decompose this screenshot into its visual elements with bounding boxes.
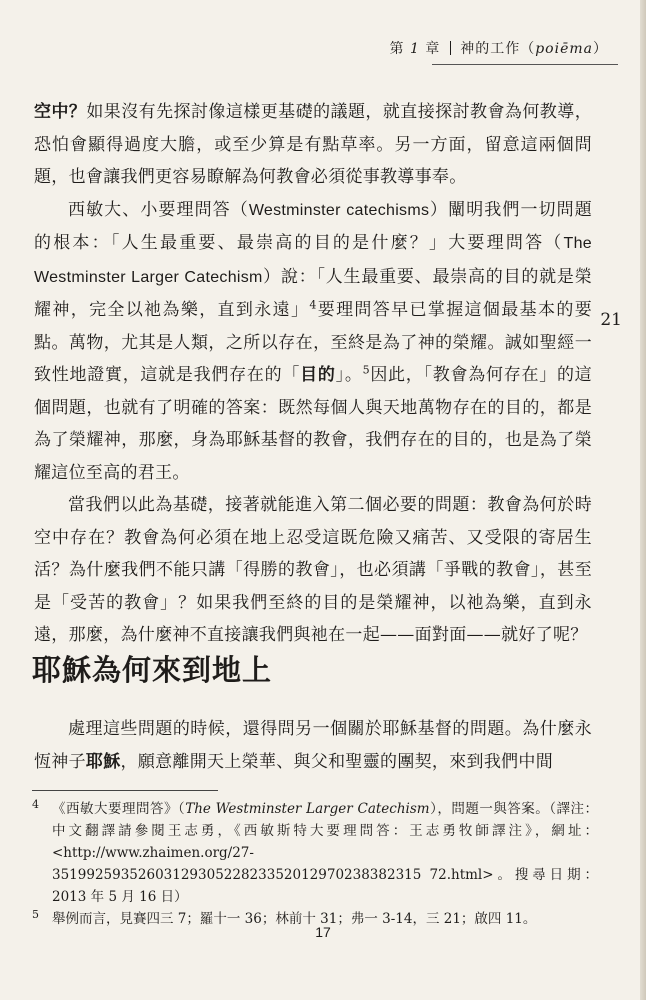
page-edge-shadow <box>640 0 646 1000</box>
footnote-5: 5 舉例而言，見賽四三 7；羅十一 36；林前十 31；弗一 3-14，三 21；啟四 11。 <box>32 908 598 930</box>
paragraph-2: 西敏大、小要理問答（Westminster catechisms）闡明我們一切問題的根本：「人生最重要、最崇高的目的是什麼？」大要理問答（The Westminster Larger Catechism）說：「人生最重要、最崇高的目的就是榮耀神，完全以祂為樂，直到永遠」$^4$要理問答早已掌握這個最基本的要點。萬物，尤其是人類，之所以存在，至終是為了神的榮耀。誠如聖經一致性地證實，這就是我們存在的「目的」。$^5$因此，「教會為何存在」的這個問題，也就有了明確的答案：既然每個人與天地萬物存在的目的，都是為了榮耀神，那麼，身為耶穌基督的教會，我們存在的目的，也是為了榮耀這位至高的君王。 <box>34 199 593 483</box>
footnotes <box>32 798 598 930</box>
body-text <box>34 96 592 652</box>
chapter-number: 1 <box>409 41 420 57</box>
footnote-ref-4[interactable]: 4 <box>309 298 317 312</box>
section-heading: 耶穌為何來到地上 <box>32 653 273 687</box>
footnote-mark: 5 <box>32 908 39 921</box>
footnote-ref-5[interactable]: 5 <box>362 363 370 377</box>
running-header: 第 1 章 神的工作（poiēma） <box>389 41 608 57</box>
header-rule <box>432 64 618 65</box>
side-page-number: 21 <box>600 310 622 330</box>
footnote-rule <box>32 790 218 791</box>
paragraph-3: 當我們以此為基礎，接著就能進入第二個必要的問題：教會為何於時空中存在？教會為何必須在地上忍受這既危險又痛苦、又受限的寄居生活？為什麼我們不能只講「得勝的教會」，也必須講「爭戰的教會」，甚至是「受苦的教會」？如果我們至終的目的是榮耀神，以祂為樂，直到永遠，那麼，為什麼神不直接讓我們與祂在一起——面對面——就好了呢？ <box>34 495 592 645</box>
footnote-mark: 4 <box>32 798 39 811</box>
section-body <box>34 713 592 779</box>
page-number: 17 <box>315 924 331 940</box>
header-divider <box>450 41 451 55</box>
paragraph-1: 空中？如果沒有先探討像這樣更基礎的議題，就直接探討教會為何教導，恐怕會顯得過度大膽，或至少算是有點草率。另一方面，留意這兩個問題，也會讓我們更容易瞭解為何教會必須從事教導事奉。 <box>34 102 592 187</box>
paragraph-4: 處理這些問題的時候，還得問另一個關於耶穌基督的問題。為什麼永恆神子耶穌，願意離開天上榮華、與父和聖靈的團契，來到我們中間 <box>34 719 592 772</box>
footnote-4: 4 《西敏大要理問答》（The Westminster Larger Catechism），問題一與答案。（譯注：中文翻譯請參閱王志勇，《西敏斯特大要理問答：王志勇牧師譯注》，網址：<http://www.zhaimen.org/27-3519925935260312930522823352012970238382315 72.html>。搜尋日期：2013 年 5 月 16 日） <box>32 798 598 908</box>
